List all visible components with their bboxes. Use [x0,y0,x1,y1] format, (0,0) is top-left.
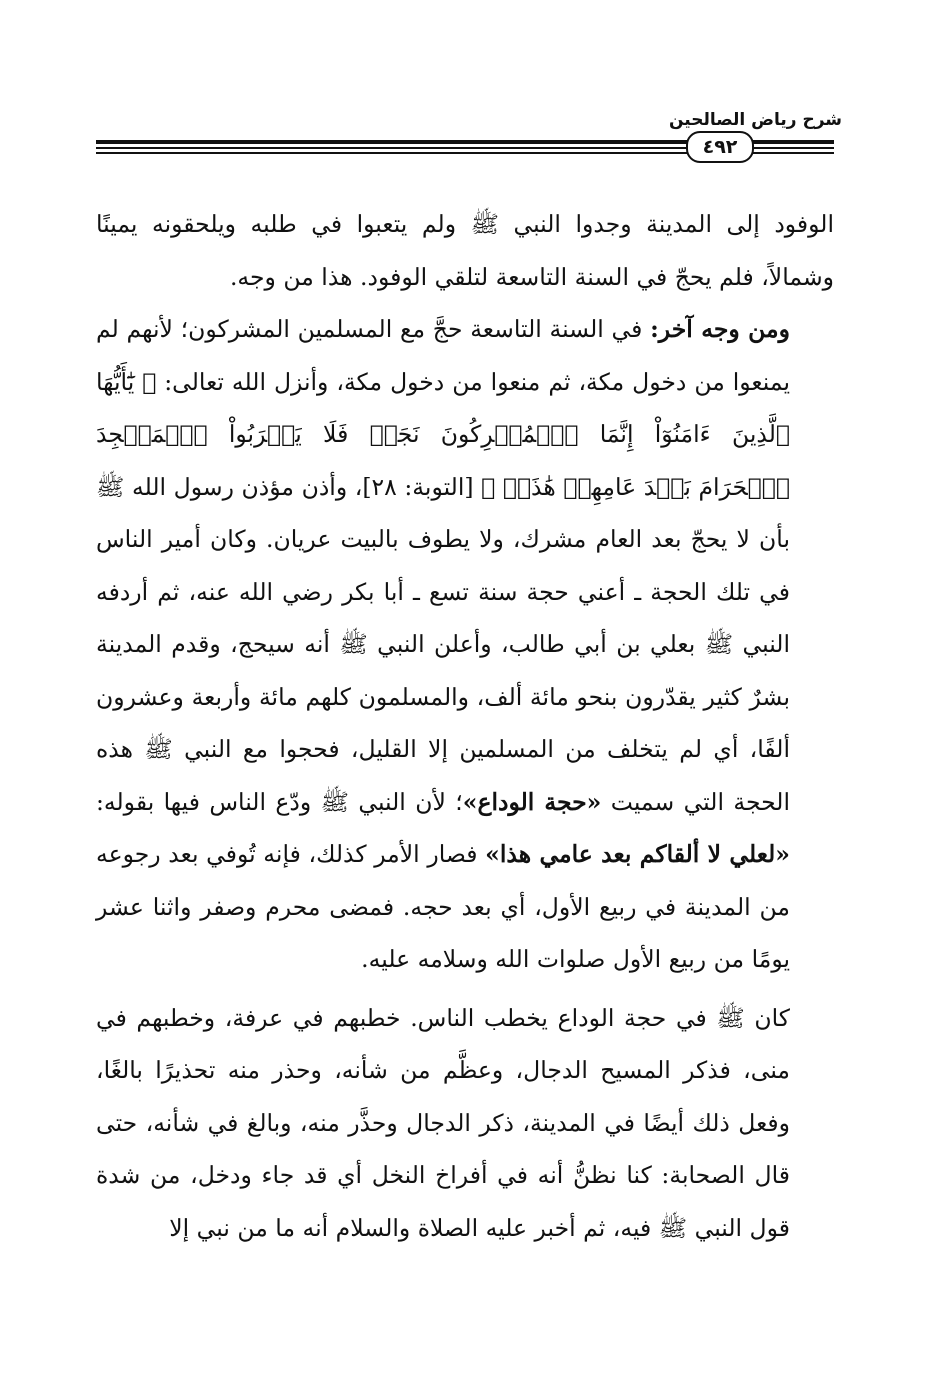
paragraph-2-text-b: ؛ لأن النبي ﷺ ودّع الناس فيها بقوله: [96,787,463,816]
paragraph-2-quote-1: «حجة الوداع» [462,787,602,816]
book-title: شرح رياض الصالحين [668,110,842,130]
page-number-frame [686,131,754,163]
paragraph-3: كان ﷺ في حجة الوداع يخطب الناس. خطبهم في عرفة، وخطبهم في منى، فذكر المسيح الدجال، وعظَّم من شأنه، وحذر منه تحذيرًا بالغًا، وفعل ذلك أيضًا في المدينة، ذكر الدجال وحذَّر منه، وبالغ في شأنه، حتى قال الصحابة: كنا نظنُّ أنه في أفراخ النخل أي قد جاء ودخل، من شدة قول النبي ﷺ فيه، ثم أخبر عليه الصلاة والسلام أنه ما من نبي إلا [96,1003,790,1242]
page-number: ٤٩٢ [702,136,738,158]
paragraph-2 [96,303,834,986]
page-body [96,198,834,1254]
paragraph-2-lead: ومن وجه آخر: [650,315,790,343]
paragraph-2-text-a: في السنة التاسعة حجَّ مع المسلمين المشركون؛ لأنهم لم يمنعوا من دخول مكة، ثم منعوا من دخول مكة، وأنزل الله تعالى: ﴿ يَٰٓأَيُّهَا ٱلَّذِينَ ءَامَنُوٓاْ إِنَّمَا ٱلۡمُشۡرِكُونَ نَجَسٞ فَلَا يَقۡرَبُواْ ٱلۡمَسۡجِدَ ٱلۡحَرَامَ بَعۡدَ عَامِهِمۡ هَٰذَاۚ ﴾ [التوبة: ٢٨]، وأذن مؤذن رسول الله ﷺ بأن لا يحجّ بعد العام مشرك، ولا يطوف بالبيت عريان. وكان أمير الناس في تلك الحجة ـ أعني حجة سنة تسع ـ أبا بكر رضي الله عنه، ثم أردفه النبي ﷺ بعلي بن أبي طالب، وأعلن النبي ﷺ أنه سيحج، وقدم المدينة بشرٌ كثير يقدّرون بنحو مائة ألف، والمسلمون كلهم مائة وأربعة وعشرون ألفًا، أي لم يتخلف من المسلمين إلا القليل، فحجوا مع النبي ﷺ هذه الحجة التي سميت [96,315,790,816]
page-header [0,0,946,190]
paragraph-1: الوفود إلى المدينة وجدوا النبي ﷺ ولم يتعبوا في طلبه ويلحقونه يمينًا وشمالاً، فلم يحجّ في السنة التاسعة لتلقي الوفود. هذا من وجه. [96,210,834,291]
paragraph-2-quote-2: «لعلي لا ألقاكم بعد عامي هذا» [485,840,790,868]
paragraph-2-text-c: فصار الأمر كذلك، فإنه تُوفي بعد رجوعه من المدينة في ربيع الأول، أي بعد حجه. فمضى محرم وصفر واثنا عشر يومًا من ربيع الأول صلوات الله وسلامه عليه. [96,840,790,973]
